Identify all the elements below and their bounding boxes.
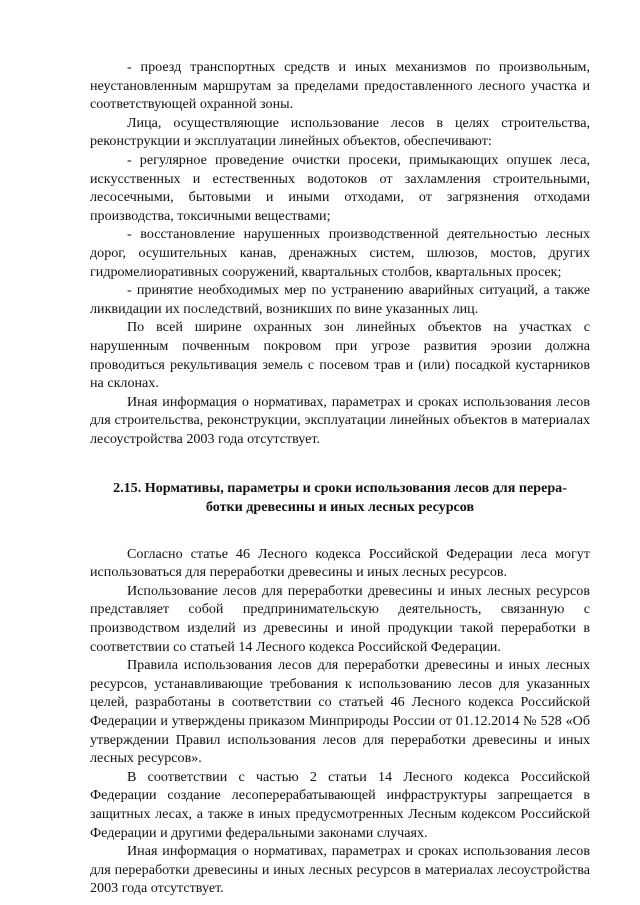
section-heading-line-2: ботки древесины и иных лесных ресурсов: [205, 499, 475, 516]
section-heading: [90, 479, 590, 516]
paragraph: - проезд транспортных средств и иных механизмов по произвольным, неустановленным маршрутам за пределами предоставленного лесного участка и соответствующей охранной зоны.: [90, 59, 590, 113]
paragraph: - регулярное проведение очистки просеки, примыкающих опушек леса, искусственных и естественных водотоков от захламления строительными, лесосечными, бытовыми и иными отходами, от загрязнения отходами производства, токсичными веществами;: [90, 151, 590, 224]
paragraph: Согласно статье 46 Лесного кодекса Российской Федерации леса могут использоваться для переработки древесины и иных лесных ресурсов.: [90, 545, 590, 581]
paragraph: Лица, осуществляющие использование лесов в целях строительства, реконструкции и эксплуатации линейных объектов, обеспечивают:: [90, 114, 590, 150]
paragraph: - принятие необходимых мер по устранению аварийных ситуаций, а также ликвидации их последствий, возникших по вине указанных лиц.: [90, 282, 590, 317]
paragraph: Использование лесов для переработки древесины и иных лесных ресурсов представляет собой предпринимательскую деятельность, связанную с производством изделий из древесины и иной продукции такой переработки в соответствии со статьей 14 Лесного кодекса Российской Федерации.: [90, 582, 590, 655]
paragraph: Правила использования лесов для переработки древесины и иных лесных ресурсов, устанавливающие требования к использованию лесов для указанных целей, разработаны в соответствии со статьей 46 Лесного кодекса Российской Федерации и утверждены приказом Минприроды России от 01.12.2014 № 528 «Об утверждении Правил использования лесов для переработки древесины и иных лесных ресурсов».: [90, 657, 590, 767]
paragraph: Иная информация о нормативах, параметрах и сроках использования лесов для строительства, реконструкции, эксплуатации линейных объектов в материалах лесоустройства 2003 года отсутствует.: [90, 393, 590, 447]
paragraph: - восстановление нарушенных производственной деятельностью лесных дорог, осушительных канав, дренажных систем, шлюзов, мостов, других гидромелиоративных сооружений, квартальных столбов, квартальных просек;: [90, 226, 590, 280]
paragraph: В соответствии с частью 2 статьи 14 Лесного кодекса Российской Федерации создание лесоперерабатывающей инфраструктуры запрещается в защитных лесах, а также в иных предусмотренных Лесным кодексом Российской Федерации и другими федеральными законами случаях.: [90, 768, 590, 841]
paragraph: Иная информация о нормативах, параметрах и сроках использования лесов для переработки древесины и иных лесных ресурсов в материалах лесоустройства 2003 года отсутствует.: [90, 843, 590, 897]
section-heading-line-1: 2.15. Нормативы, параметры и сроки использования лесов для перера-: [113, 480, 567, 497]
document-page: [90, 58, 590, 898]
paragraph: По всей ширине охранных зон линейных объектов на участках с нарушенным почвенным покровом при угрозе развития эрозии должна проводиться рекультивация земель с посевом трав и (или) посадкой кустарников на склонах.: [90, 319, 590, 392]
